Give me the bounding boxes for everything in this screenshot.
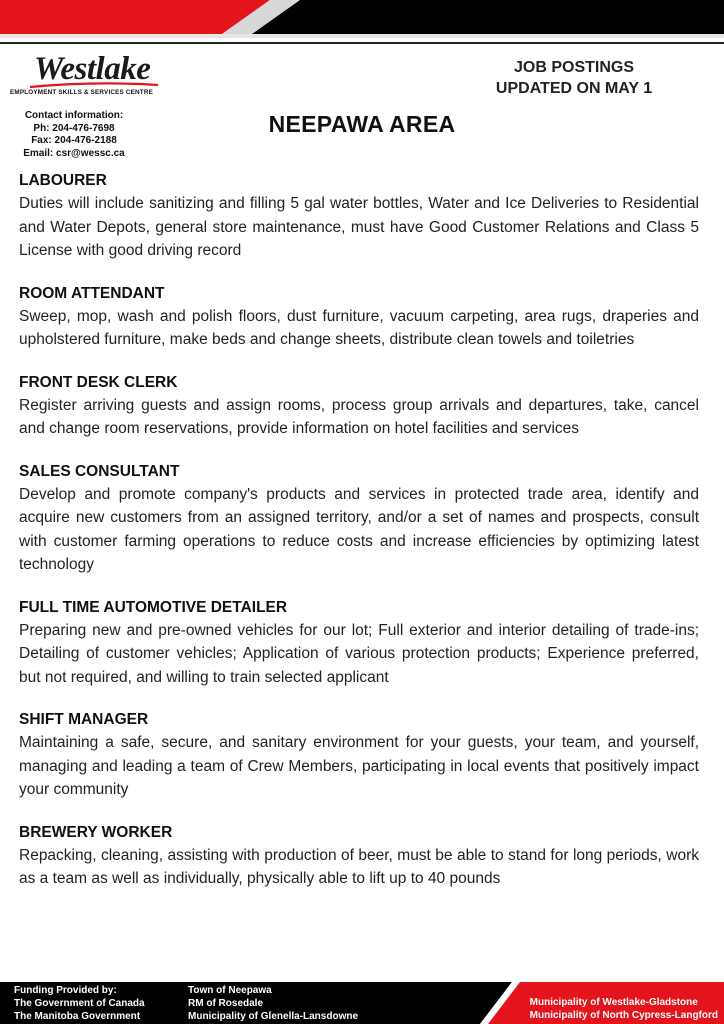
contact-email: Email: csr@wessc.ca	[23, 147, 125, 159]
contact-phone: Ph: 204-476-7698	[33, 122, 115, 134]
partner-glenella-lansdowne: Municipality of Glenella-Lansdowne	[188, 1011, 359, 1022]
job-description: Preparing new and pre-owned vehicles for our lot; Full exterior and interior detailing of trade-ins; Detailing of customer vehicles; Application of various protection products; Experience preferred, but not required, and willing to train selected applicant	[19, 621, 699, 686]
area-title: NEEPAWA AREA	[268, 111, 456, 137]
job-posting-labourer	[19, 170, 699, 263]
job-description: Duties will include sanitizing and filling 5 gal water bottles, Water and Ice Deliveries to Residential and Water Depots, general store maintenance, must have Good Customer Relations and Class 5 License with good driving record	[19, 195, 699, 259]
job-description: Maintaining a safe, secure, and sanitary environment for your guests, your team, and yourself, managing and leading a team of Crew Members, participating in local events that positively impact your community	[19, 734, 699, 798]
job-title: SHIFT MANAGER	[19, 711, 149, 728]
job-description: Develop and promote company's products and services in protected trade area, identify and acquire new customers from an assigned territory, and/or a set of names and prospects, consult with customer farming operations to reduce costs and increase efficiencies by optimizing latest technology	[19, 485, 699, 573]
logo-swoosh-icon	[28, 80, 160, 90]
partner-rm-rosedale: RM of Rosedale	[188, 998, 264, 1009]
footer-banner	[0, 982, 724, 1024]
job-title: FULL TIME AUTOMOTIVE DETAILER	[19, 598, 288, 616]
postings-header	[464, 57, 684, 99]
job-posting-front-desk-clerk	[19, 372, 699, 441]
postings-line-2: UPDATED ON MAY 1	[495, 80, 653, 97]
job-posting-shift-manager	[19, 709, 699, 802]
postings-line-1: JOB POSTINGS	[513, 59, 635, 76]
top-banner	[0, 0, 724, 46]
job-description: Register arriving guests and assign rooms, process group arrivals and departures, take, cancel and change room reservations, provide information on hotel facilities and services	[19, 396, 699, 437]
contact-fax: Fax: 204-476-2188	[31, 135, 117, 146]
logo-subtitle: EMPLOYMENT SKILLS & SERVICES CENTRE	[10, 89, 153, 96]
funding-heading: Funding Provided by:	[14, 985, 117, 996]
municipal-partners-column	[188, 984, 358, 1023]
job-description: Repacking, cleaning, assisting with production of beer, must be able to stand for long periods, work as a team as well as individually, physically able to lift up to 40 pounds	[19, 846, 699, 887]
funder-canada: The Government of Canada	[14, 998, 145, 1009]
contact-heading: Contact information:	[24, 110, 124, 121]
partner-north-cypress-langford: Municipality of North Cypress-Langford	[529, 1010, 718, 1021]
westlake-logo	[10, 52, 168, 96]
job-title: ROOM ATTENDANT	[19, 284, 165, 302]
job-list	[19, 170, 699, 911]
job-posting-sales-consultant	[19, 461, 699, 577]
job-posting-automotive-detailer	[19, 597, 699, 690]
job-title: FRONT DESK CLERK	[19, 373, 178, 391]
municipal-partners-right	[530, 996, 718, 1022]
job-title: LABOURER	[19, 172, 107, 189]
logo-wordmark: Westlake	[34, 51, 151, 87]
job-description: Sweep, mop, wash and polish floors, dust furniture, vacuum carpeting, area rugs, draperies and upholstered furniture, make beds and change sheets, distribute clean towels and toiletries	[19, 307, 699, 348]
funder-manitoba: The Manitoba Government	[14, 1011, 141, 1022]
job-title: SALES CONSULTANT	[19, 462, 180, 480]
partner-westlake-gladstone: Municipality of Westlake-Gladstone	[529, 997, 698, 1008]
job-posting-room-attendant	[19, 283, 699, 352]
job-title: BREWERY WORKER	[19, 823, 173, 841]
funding-column	[14, 984, 145, 1023]
partner-town-neepawa: Town of Neepawa	[188, 985, 272, 996]
job-posting-brewery-worker	[19, 822, 699, 891]
